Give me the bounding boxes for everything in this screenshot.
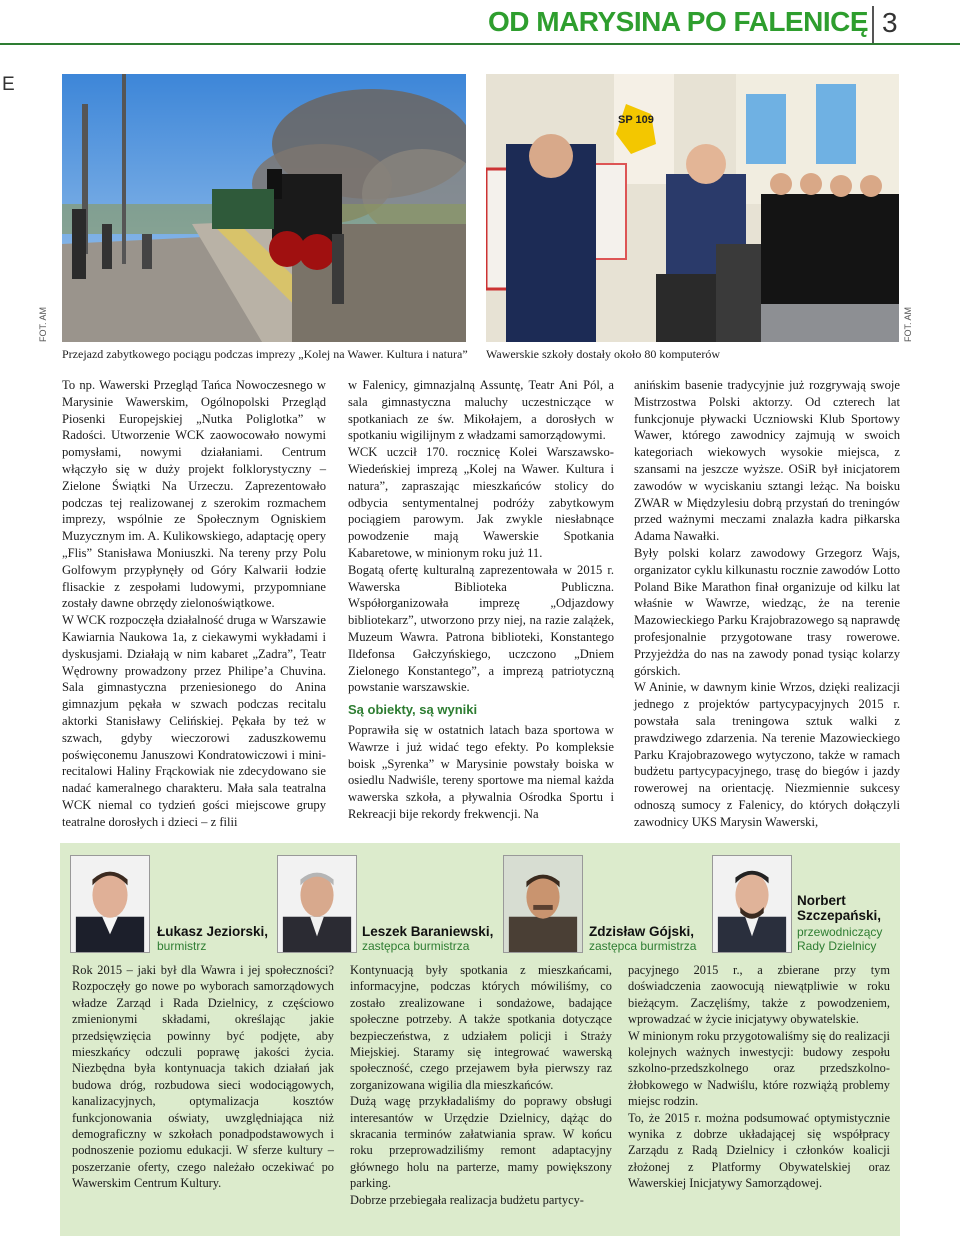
- official-name: Norbert Szczepański,: [797, 893, 882, 923]
- paragraph: Bogatą ofertę kulturalną zaprezentowała w 2015 r. Wawerska Biblioteka Publiczna. Współorganizowała imprezę „Odjazdowy bibliotekarz”, utworzono przy niej, na razie zalążek, Muzeum Wawra. Patrona biblioteki, Konstantego Ildefonsa Gałczyńskiego, uczczono „Dniem Zielonego Konstantego”, a imprezą patriotyczną powstanie warszawskie.: [348, 562, 614, 695]
- avatar: [712, 855, 792, 953]
- train-photo-caption: Przejazd zabytkowego pociągu podczas imprezy „Kolej na Wawer. Kultura i natura”: [62, 347, 468, 361]
- panel-column-3: [628, 962, 890, 1192]
- paragraph: To np. Wawerski Przegląd Tańca Nowoczesnego w Marysinie Wawerskim, Ogólnopolski Przegląd Piosenki Europejskiej „Nutka Poliglotka” w Radości. Utworzenie WCK zaowocowało nowymi pomysłami, nowymi działaniami. Centrum włączyło się w duży projekt folklorystyczny – Zielone Świątki Na Urzeczu. Zaprezentowało podczas tej realizowanej z szerokim rozmachem imprezy, wspólnie ze Społecznym Ogniskiem Muzycznym im. A. Kulikowskiego, adaptację opery „Flis” Stanisława Moniuszki. Na tereny przy Polu Golfowym przypłynęły od Góry Kalwarii łodzie flisackie z zespołami ludowymi, przypomniane zostały dawne obrzędy zielonoświątkowe.: [62, 378, 326, 611]
- edge-letter: E: [2, 74, 15, 95]
- paragraph: anińskim basenie tradycyjnie już rozgrywają swoje Mistrzostwa Polski aktorzy. Od czterech lat funkcjonuje pływacki Uczniowski Klub Sportowy Wawer, którego zawodnicy zajmują w swoich kategoriach wiekowych wysokie miejsca, z szansami na jeszcze wyższe. OSiR był inicjatorem zawodów w wyciskaniu sztangi leżąc. Na boisku ZWAR w Międzylesiu dobrą przystań do treningów przed ważnymi meczami znalazła kadra piłkarska Adama Nawałki.: [634, 378, 900, 544]
- paragraph: w Falenicy, gimnazjalną Assuntę, Teatr Ani Pól, a sala gimnastyczna maluchy uczestniczące w spotkaniach ze św. Mikołajem, a dorosłych w spotkaniu wigilijnym z władzami samorządowymi.: [348, 378, 614, 443]
- official-name: Łukasz Jeziorski,: [157, 924, 269, 939]
- official-name: Zdzisław Gójski,: [589, 924, 695, 939]
- official-role: przewodniczący Rady Dzielnicy: [797, 925, 883, 953]
- paragraph: Kontynuacją były spotkania z mieszkańcami, informacyjne, podczas których mówiliśmy, co zostało zrealizowane i sondażowe, badające społeczne potrzeby. A także spotkania dotyczące bezpieczeństwa, z udziałem policji i Straży Miejskiej. Staramy się integrować wawerską społeczność, czego przejawem była pierwszy raz zorganizowana wigilia dla mieszkańców.: [350, 963, 612, 1092]
- paragraph: Były polski kolarz zawodowy Grzegorz Wajs, organizator cyklu kilkunastu rocznie zawodów Lotto Poland Bike Marathon finał organizuje od kilku lat właśnie w Wawrze, wiedząc, że na terenie Mazowieckiego Parku Krajobrazowego są naprawdę profesjonalnie przygotowane trasy rowerowe. Przyjeżdża do nas na zawody ponad tysiąc kolarzy górskich.: [634, 545, 900, 678]
- paragraph: W Aninie, w dawnym kinie Wrzos, dzięki realizacji jednego z projektów partycypacyjnych 2015 r. powstała sala treningowa sztuk walki z prawdziwego zdarzenia. Na terenie Mazowieckiego Parku Krajobrazowego wytyczono, także w ramach budżetu partycypacyjnego, trasę do biegów i jazdy rowerowej na orientację. Niezmiennie sukcesy odnoszą sumocy z Falenicy, do których dołączyli zawodnicy UKS Marysin Wawerski,: [634, 680, 900, 829]
- section-title: OD MARYSINA PO FALENICĘ: [487, 6, 868, 37]
- article-column-1: [62, 377, 326, 831]
- section-heading: Są obiekty, są wyniki: [348, 702, 478, 718]
- train-photo: [62, 74, 466, 342]
- page-number: 3: [872, 6, 912, 43]
- avatar: [277, 855, 357, 953]
- sp-sign: SP 109: [618, 114, 654, 126]
- photo-credit-left: FOT. AM: [38, 306, 48, 342]
- paragraph: To, że 2015 r. można podsumować optymistycznie wynika z dobrze układającej się współpracy Zarządu z Radą Dzielnicy i członków koalicji złożonej z Platformy Obywatelskiej oraz Wawerskiej Inicjatywy Samorządowej.: [628, 1110, 890, 1191]
- photo-credit-right: FOT. AM: [903, 306, 913, 342]
- paragraph: W minionym roku przygotowaliśmy się do realizacji kolejnych ważnych inwestycji: budowy zespołu szkolno-przedszkolnego oraz przedszkolno-żłobkowego w Nadwiślu, które rozwiążą problemy miejsc rodzin.: [628, 1028, 890, 1109]
- panel-column-1: [72, 962, 334, 1192]
- official-role: zastępca burmistrza: [362, 939, 470, 953]
- paragraph: Rok 2015 – jaki był dla Wawra i jej społeczności? Rozpoczęły go nowe po wyborach samorządowych władze Zarząd i Rada Dzielnicy, z częściowo zmienionymi składami, określając jakie przedsięwzięcia powinny być podjęte, aby mieszkańcy odczuli poprawę jakości życia. Niezbędna była kontynuacja takich działań jak budowa dróg, rozbudowa sieci wodociągowych, kanalizacyjnych, optymalizacja kosztów funkcjonowania oświaty, uwzględniająca niż demograficzny w szkołach ponadpodstawowych i podnoszenie poziomu edukacji. W sferze kultury – poszerzanie oferty, czego należało oczekiwać po Wawerskim Centrum Kultury.: [72, 963, 334, 1191]
- paragraph: Dobrze przebiegała realizacja budżetu partycy-: [350, 1192, 584, 1207]
- official-name: Leszek Baraniewski,: [362, 924, 494, 939]
- paragraph: Poprawiła się w ostatnich latach baza sportowa w Wawrze i już widać tego efekty. Po kompleksie boisk „Syrenka” w Marysinie powstały boiska w osiedlu Nadwiśle, tereny sportowe ma niemal każda wawerska szkoła, a pływalnia Ośrodka Sportu i Rekreacji bije rekordy frekwencji. Na: [348, 722, 614, 821]
- paragraph: WCK uczcił 170. rocznicę Kolei Warszawsko-Wiedeńskiej imprezą „Kolej na Wawer. Kultura i natura”, zapraszając mieszkańców stolicy do odbycia sentymentalnej podróży zabytkowym pociągiem parowym. Jak zwykle niesłabnące powodzenie mają Wawerskie Spotkania Kabaretowe, w minionym roku już 11.: [348, 445, 614, 560]
- article-column-3: [634, 377, 900, 831]
- official-role: burmistrz: [157, 939, 207, 953]
- school-photo-caption: Wawerskie szkoły dostały około 80 komputerów: [486, 347, 720, 361]
- paragraph: Dużą wagę przykładaliśmy do poprawy obsługi interesantów w Urzędzie Dzielnicy, dążąc do skracania terminów załatwiania spraw. W końcu roku przeprowadziliśmy remont adaptacyjny głównego holu na parterze, mamy powiększony parking.: [350, 1094, 612, 1191]
- paragraph: pacyjnego 2015 r., a zbierane przy tym doświadczenia zaowocują niewątpliwie w roku bieżącym. Zaczęliśmy, także z powodzeniem, wprowadzać w życie inicjatywy obywatelskie.: [628, 963, 890, 1027]
- panel-column-2: [350, 962, 612, 1208]
- school-photo: [486, 74, 899, 342]
- article-column-2: [348, 377, 614, 823]
- paragraph: W WCK rozpoczęła działalność druga w Warszawie Kawiarnia Naukowa 1a, z ciekawymi wykładami i dyskusjami. Działają w nim kabaret „Zadra”, Teatr Wędrowny prowadzony przez Philipe’a Chuvina. Sala gimnastyczna przeniesionego do Anina gimnazjum pękała w szwach podczas recitalu aktorki Stanisławy Celińskiej. Pękała by też w szwach, gdyby wieczorowi zaduszkowemu poświęconemu Januszowi Kondratowiczowi i mini-recitalowi Haliny Frąckowiak nie zdecydowano sie nadać kameralnego charakteru. Mała sala teatralna WCK niemal co tydzień gości miejscowe grupy teatralne dorosłych i dzieci – z filii: [62, 613, 326, 829]
- avatar: [70, 855, 150, 953]
- header-rule: [0, 43, 960, 45]
- avatar: [503, 855, 583, 953]
- official-role: zastępca burmistrza: [589, 939, 697, 953]
